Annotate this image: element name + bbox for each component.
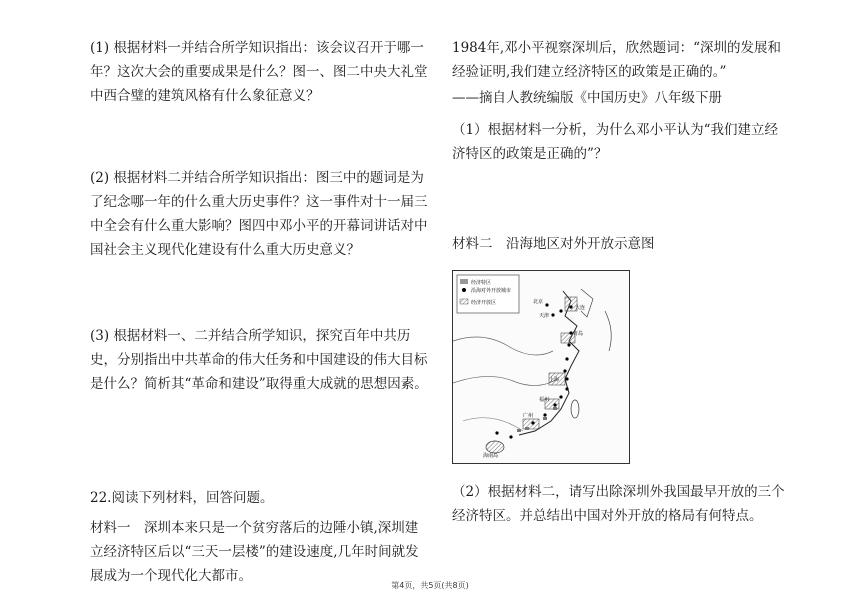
city-dot: [559, 309, 562, 312]
city-dot: [565, 377, 568, 380]
sez-shantou: [543, 417, 547, 420]
sez-shenzhen: [525, 427, 529, 430]
city-label: 福州: [539, 397, 550, 403]
city-dot: [543, 413, 546, 416]
city-dot: [553, 403, 556, 406]
deng-quote: 1984年,邓小平视察深圳后，欣然题词：“深圳的发展和经验证明,我们建立经济特区的政策是正确的。”: [452, 40, 782, 80]
city-label: 上海: [549, 377, 560, 383]
map-river-yangtze: [453, 376, 560, 385]
sez-xiamen: [553, 407, 557, 410]
legend-label-city: 沿海对外开放城市: [471, 288, 512, 294]
question-22-title: 22.阅读下列材料，回答问题。: [90, 490, 274, 506]
city-dot: [531, 421, 534, 424]
map-hainan: [486, 441, 504, 453]
city-label: 大连: [575, 305, 586, 311]
sez-zhuhai: [517, 429, 521, 432]
legend-label-sez: 经济特区: [471, 280, 492, 286]
city-label: 天津: [539, 313, 550, 319]
page-footer: 第4页，共5页(共8页): [391, 581, 469, 590]
legend-swatch-city: [462, 288, 466, 292]
map-figure: [453, 271, 629, 463]
city-dot: [509, 435, 512, 438]
coastal-open-map: [452, 270, 630, 464]
map-river-yellow: [453, 337, 553, 355]
city-dot: [569, 305, 572, 308]
material-1-text: 材料一 深圳本来只是一个贫穷落后的边陲小镇,深圳建立经济特区后以“三天一层楼”的建设速度,几年时间就发展成为一个现代化大都市。: [90, 520, 419, 584]
right-question-1: （1）根据材料一分析，为什么邓小平认为“我们建立经济特区的政策是正确的”？: [452, 122, 778, 162]
map-islands: [605, 311, 611, 351]
city-label: 海南岛: [483, 453, 499, 459]
city-dot: [559, 395, 562, 398]
map-taiwan: [571, 400, 579, 418]
city-dot: [565, 357, 568, 360]
city-dot: [545, 303, 548, 306]
city-dot: [551, 313, 554, 316]
left-question-1: (1) 根据材料一并结合所学知识指出：该会议召开于哪一年？这次大会的重要成果是什么？图一、图二中央大礼堂中西合璧的建筑风格有什么象征意义？: [90, 40, 428, 104]
map-peninsula: [581, 289, 593, 317]
left-question-2: (2) 根据材料二并结合所学知识指出：图三中的题词是为了纪念哪一年的什么重大历史事件？这一事件对十一届三中全会有什么重大影响？图四中邓小平的开幕词讲话对中国社会主义现代化建设有什么重大历史意义？: [90, 170, 428, 258]
map-river-pearl: [463, 418, 523, 431]
legend-swatch-zone: [460, 299, 468, 304]
city-dot: [567, 343, 570, 346]
city-dot: [495, 431, 498, 434]
legend-label-zone: 经济开放区: [471, 300, 497, 306]
city-label: 广州: [523, 413, 534, 419]
city-dot: [565, 387, 568, 390]
city-label: 青岛: [573, 331, 584, 337]
right-question-2: （2）根据材料二，请写出除深圳外我国最早开放的三个经济特区。并总结出中国对外开放的格局有何特点。: [452, 484, 785, 524]
city-dot: [563, 369, 566, 372]
legend-swatch-sez: [460, 279, 468, 284]
city-label: 北京: [533, 299, 544, 305]
quote-source: ——摘自人教统编版《中国历史》八年级下册: [452, 90, 722, 106]
left-question-3: (3) 根据材料一、二并结合所学知识，探究百年中共历史，分别指出中共革命的伟大任务和中国建设的伟大目标是什么？简析其“革命和建设”取得重大成就的思想因素。: [90, 328, 428, 392]
material-2-title: 材料二 沿海地区对外开放示意图: [452, 236, 655, 252]
